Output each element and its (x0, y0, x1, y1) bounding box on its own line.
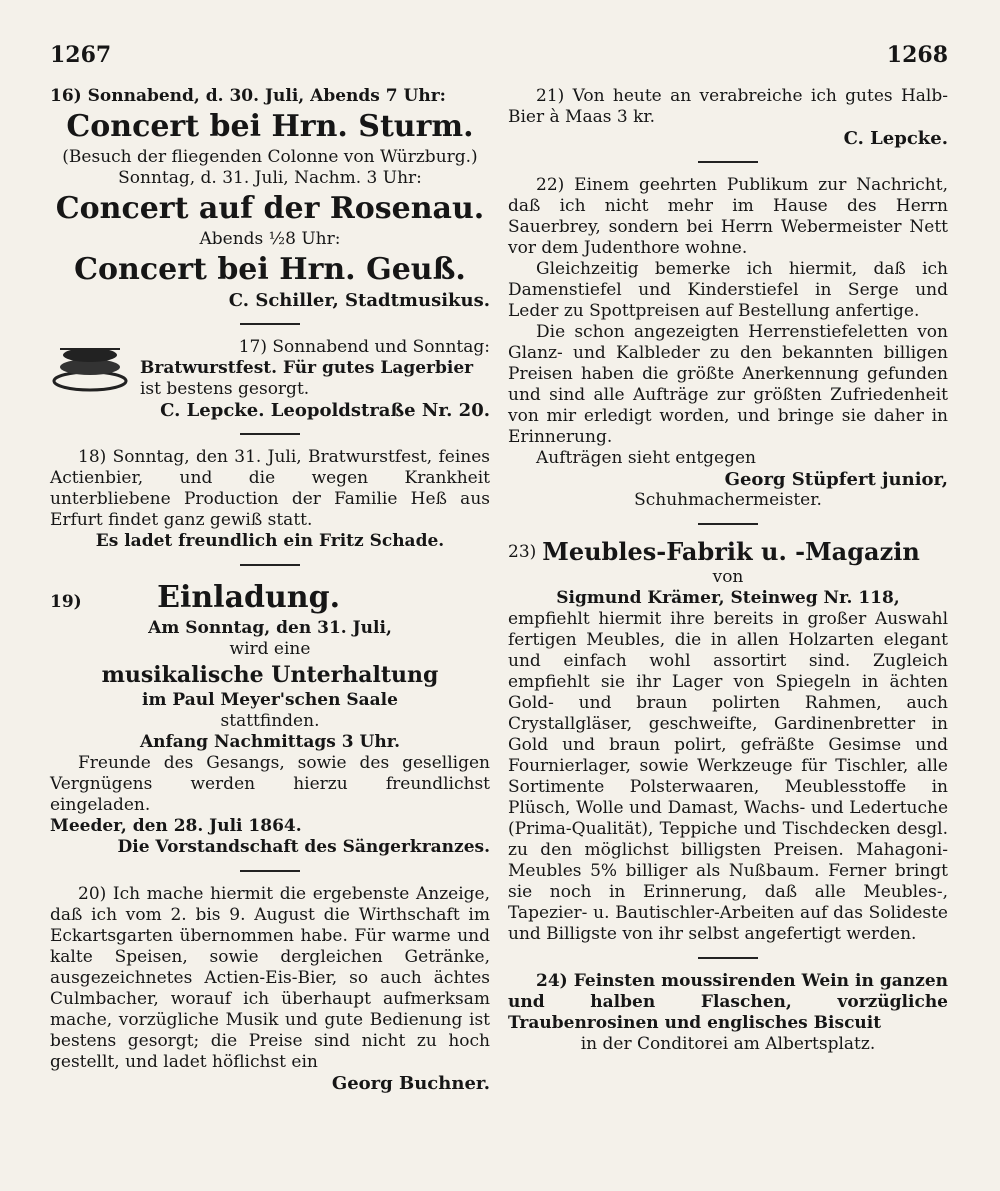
ad20-text: 20) Ich mache hiermit die ergebenste Anzeige, daß ich vom 2. bis 9. August die Wirthschaft im Eckartsgarten übernommen habe. Für warme und kalte Speisen, sowie dergleichen Getränke, ausgezeichnetes Actien-Eis-Bier, so auch ächtes Culmbacher, worauf ich überhaupt aufmerksam mache, vorzügliche Musik und gute Bedienung ist bestens gesorgt; die Preise sind nicht zu hoch gestellt, und ladet höflichst ein (50, 884, 490, 1072)
ad19-date: Meeder, den 28. Juli 1864. (50, 816, 302, 836)
ad18-signature: Es ladet freundlich ein Fritz Schade. (95, 531, 445, 551)
left-column (50, 86, 490, 1106)
ad19-line4: stattfinden. (220, 711, 320, 731)
ad-18 (50, 447, 490, 552)
separator (240, 870, 300, 872)
ad23-number: 23) (508, 541, 537, 562)
ad19-line5: Anfang Nachmittags 3 Uhr. (139, 732, 401, 752)
separator (698, 523, 758, 525)
ad16-signature: C. Schiller, Stadtmusikus. (228, 290, 490, 311)
page-number-left: 1267 (50, 42, 112, 68)
ad16-sub1: (Besuch der fliegenden Colonne von Würzburg.) (62, 147, 478, 167)
ad16-title1: Concert bei Hrn. Sturm. (66, 109, 474, 144)
ad22-p2: Gleichzeitig bemerke ich hiermit, daß ich Damenstiefel und Kinderstiefel in Serge und Leder zu Spottpreisen auf Bestellung anfertige. (508, 259, 948, 321)
ad19-title-row (50, 578, 490, 618)
ad17-signature: C. Lepcke. Leopoldstraße Nr. 20. (160, 400, 490, 421)
ad17-line3: ist bestens gesorgt. (140, 379, 310, 399)
ad23-text: empfiehlt hiermit ihre bereits in großer Auswahl fertigen Meubles, die in allen Holzarten elegant und einfach wohl assortirt sind. Zugleich empfiehlt sie ihr Lager von Spiegeln in ächten Gold- und braun polirten Rahmen, auch Crystallgläser, geschweifte, Gardinenbretter in Gold und braun polirt, gefräßte Gesimse und Fournierlager, sowie Werkzeuge für Tischler, alle Sortimente Polsterwaaren, Meublesstoffe in Plüsch, Wolle und Damast, Wachs- und Ledertuche (Prima-Qualität), Teppiche und Tischdecken desgl. zu den möglichst billigsten Preisen. Mahagoni-Meubles 5% billiger als Nußbaum. Ferner bringt sie noch in Erinnerung, daß alle Meubles-, Tapezier- u. Bautischler-Arbeiten auf das Solideste und Billigste von ihr selbst angefertigt werden. (508, 609, 948, 944)
ad24-text: 24) Feinsten moussirenden Wein in ganzen und halben Flaschen, vorzügliche Traubenrosinen und englisches Biscuit (508, 971, 948, 1033)
ad16-title2: Concert auf der Rosenau. (55, 191, 485, 226)
separator (698, 957, 758, 959)
ad22-p3: Die schon angezeigten Herrenstiefeletten von Glanz- und Kalbleder zu den bekannten billigen Preisen haben die größte Anerkennung gefunden und sind alle Aufträge zur größten Zufriedenheit von mir erledigt worden, und bringe sie daher in Erinnerung. (508, 322, 948, 447)
ad16-line1: 16) Sonnabend, d. 30. Juli, Abends 7 Uhr: (50, 86, 446, 106)
ad17-line2: Bratwurstfest. Für gutes Lagerbier (140, 358, 474, 378)
right-column (508, 86, 948, 1067)
ad-20 (50, 884, 490, 1094)
ad19-line3: im Paul Meyer'schen Saale (142, 690, 398, 710)
ad17-line1: 17) Sonnabend und Sonntag: (238, 337, 490, 357)
ad22-signature: Georg Stüpfert junior, (724, 469, 948, 490)
ad22-p4: Aufträgen sieht entgegen (536, 448, 756, 468)
ad22-signature-title: Schuhmachermeister. (634, 490, 822, 510)
separator (698, 161, 758, 163)
ad19-line1: Am Sonntag, den 31. Juli, (148, 618, 392, 638)
ad23-name: Sigmund Krämer, Steinweg Nr. 118, (556, 588, 900, 608)
ad23-title: Meubles-Fabrik u. -Magazin (542, 537, 920, 566)
ad16-line3: Abends ½8 Uhr: (199, 229, 341, 249)
ad23-title-row (508, 537, 948, 567)
ad16-line2: Sonntag, d. 31. Juli, Nachm. 3 Uhr: (118, 168, 422, 188)
ad21-text: 21) Von heute an verabreiche ich gutes Halb-Bier à Maas 3 kr. (508, 86, 948, 127)
ad-16 (50, 86, 490, 311)
ad19-signature: Die Vorstandschaft des Sängerkranzes. (117, 837, 490, 857)
ad18-text: 18) Sonntag, den 31. Juli, Bratwurstfest, feines Actienbier, und die wegen Krankheit unterbliebene Production der Familie Heß aus Erfurt findet ganz gewiß statt. (50, 447, 490, 530)
ad24-line: in der Conditorei am Albertsplatz. (580, 1034, 876, 1054)
ad22-p1: 22) Einem geehrten Publikum zur Nachricht, daß ich nicht mehr im Hause des Herrn Sauerbrey, sondern bei Herrn Webermeister Nett vor dem Judenthore wohne. (508, 175, 948, 258)
ad20-signature: Georg Buchner. (331, 1073, 490, 1094)
ad16-title3: Concert bei Hrn. Geuß. (74, 252, 466, 287)
ad21-signature: C. Lepcke. (843, 128, 948, 149)
separator (240, 433, 300, 435)
separator (240, 564, 300, 566)
separator (240, 323, 300, 325)
ad-19 (50, 578, 490, 858)
page-number-right: 1268 (886, 42, 948, 68)
ad-17 (50, 337, 490, 421)
ad19-title: Einladung. (157, 580, 341, 615)
ad-23 (508, 537, 948, 945)
ad19-text: Freunde des Gesangs, sowie des geselligen Vergnügens werden hierzu freundlichst eingeladen. (50, 753, 490, 815)
ad-24 (508, 971, 948, 1055)
ad19-title2: musikalische Unterhaltung (101, 662, 439, 688)
ad-21 (508, 86, 948, 149)
ad19-line2: wird eine (229, 639, 311, 659)
ad23-von: von (712, 567, 744, 587)
sausage-platter-icon (50, 339, 130, 393)
ad19-number: 19) (50, 592, 82, 612)
ad-22 (508, 175, 948, 511)
